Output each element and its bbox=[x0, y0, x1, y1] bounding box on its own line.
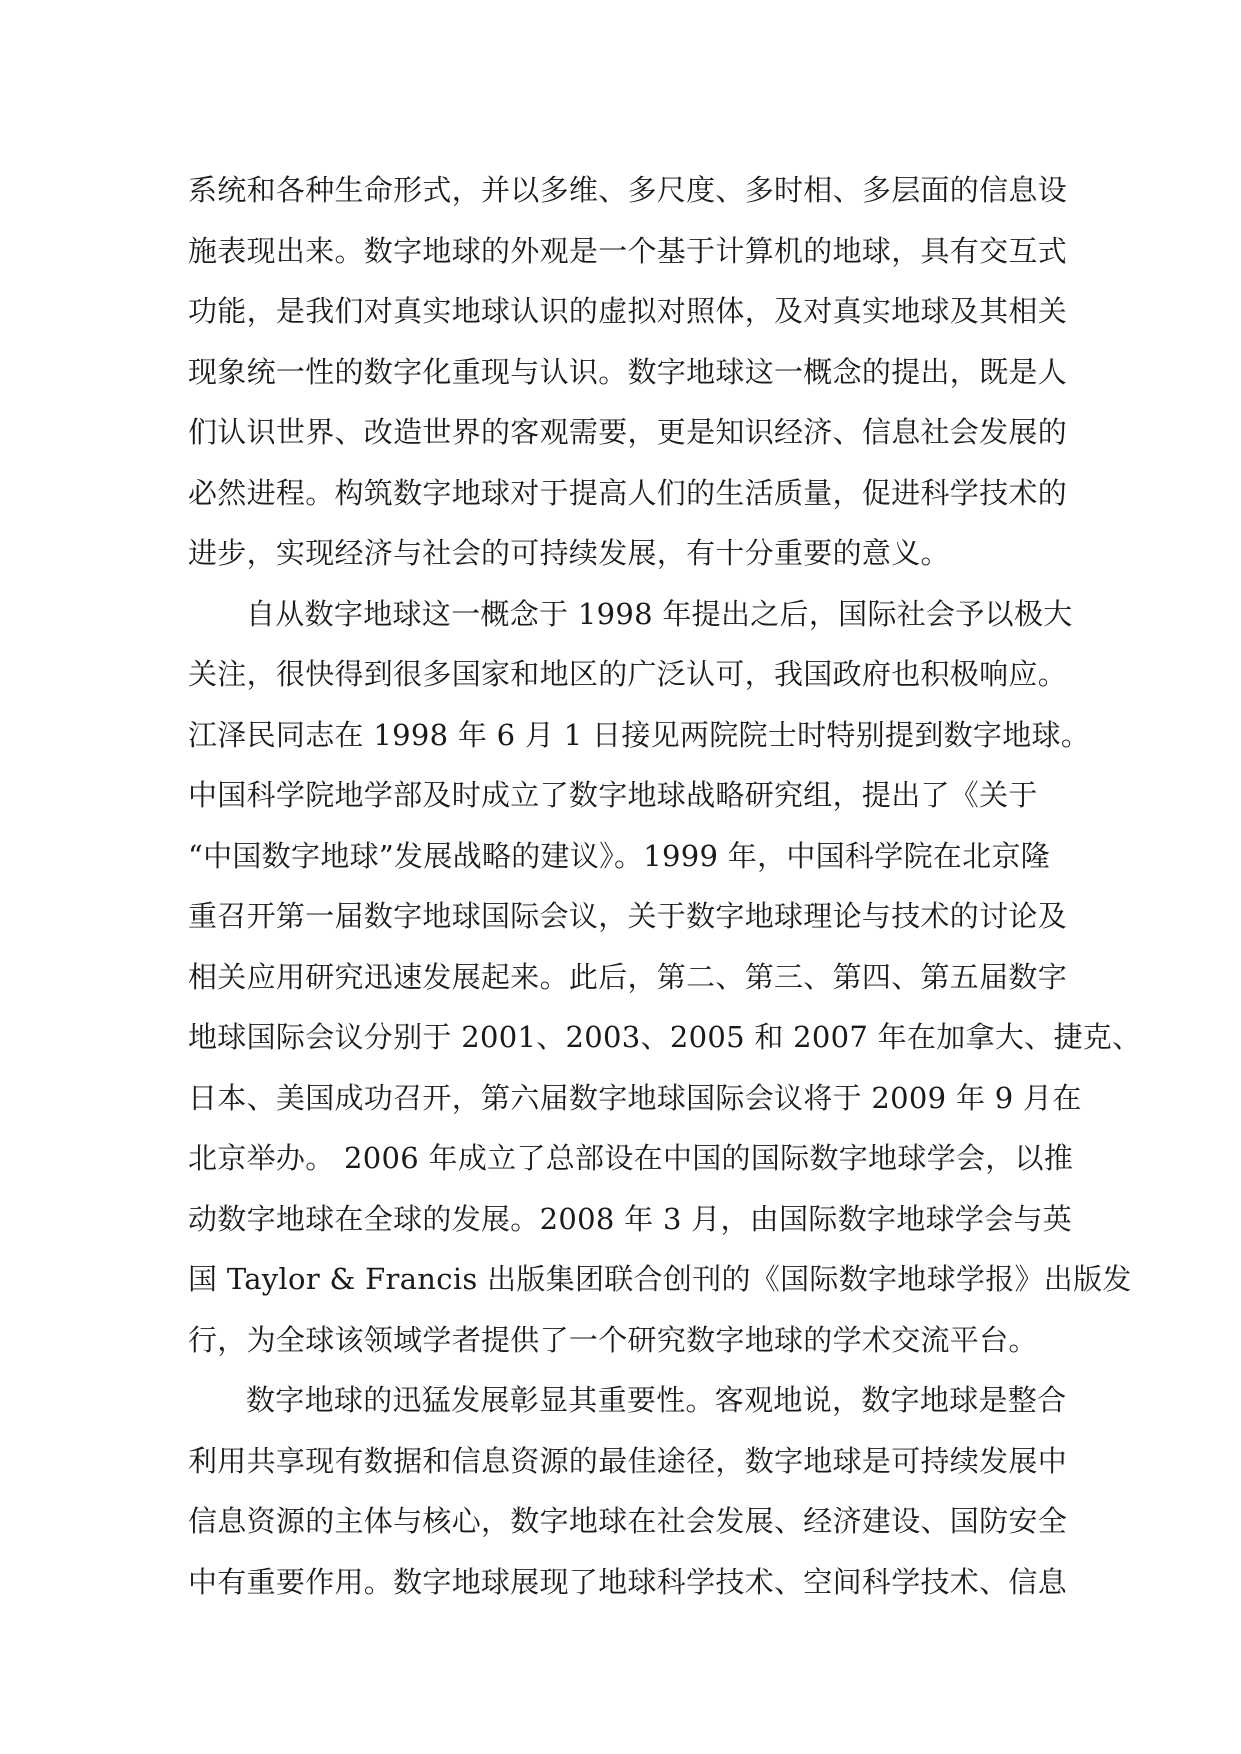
text-line: 中国科学院地学部及时成立了数字地球战略研究组，提出了《关于 bbox=[188, 778, 1038, 812]
text-line: 北京举办。 2006 年成立了总部设在中国的国际数字地球学会，以推 bbox=[188, 1141, 1074, 1175]
text-line: 国 Taylor & Francis 出版集团联合创刊的《国际数字地球学报》出版发 bbox=[188, 1262, 1132, 1296]
text-line: 相关应用研究迅速发展起来。此后，第二、第三、第四、第五届数字 bbox=[188, 959, 1068, 994]
text-line: 利用共享现有数据和信息资源的最佳途径，数字地球是可持续发展中 bbox=[188, 1443, 1068, 1478]
paragraph-start-line: 自从数字地球这一概念于 1998 年提出之后，国际社会予以极大 bbox=[246, 596, 1073, 631]
text-line: 行，为全球该领域学者提供了一个研究数字地球的学术交流平台。 bbox=[188, 1322, 1038, 1357]
text-line: 江泽民同志在 1998 年 6 月 1 日接见两院院士时特别提到数字地球。 bbox=[188, 717, 1091, 752]
text-line: 系统和各种生命形式，并以多维、多尺度、多时相、多层面的信息设 bbox=[188, 173, 1068, 207]
text-line: 进步，实现经济与社会的可持续发展，有十分重要的意义。 bbox=[188, 536, 950, 570]
text-line: 日本、美国成功召开，第六届数字地球国际会议将于 2009 年 9 月在 bbox=[188, 1080, 1082, 1115]
text-line: 动数字地球在全球的发展。2008 年 3 月，由国际数字地球学会与英 bbox=[188, 1201, 1073, 1236]
text-line: 施表现出来。数字地球的外观是一个基于计算机的地球，具有交互式 bbox=[188, 233, 1068, 268]
text-line: 必然进程。构筑数字地球对于提高人们的生活质量，促进科学技术的 bbox=[188, 475, 1068, 510]
text-line: 现象统一性的数字化重现与认识。数字地球这一概念的提出，既是人 bbox=[188, 354, 1068, 389]
text-line: 们认识世界、改造世界的客观需要，更是知识经济、信息社会发展的 bbox=[188, 415, 1068, 449]
text-line: 地球国际会议分别于 2001、2003、2005 和 2007 年在加拿大、捷克、 bbox=[188, 1020, 1142, 1054]
paragraph-start-line: 数字地球的迅猛发展彰显其重要性。客观地说，数字地球是整合 bbox=[246, 1383, 1067, 1417]
text-line: 关注，很快得到很多国家和地区的广泛认可，我国政府也积极响应。 bbox=[188, 657, 1068, 691]
text-line: 中有重要作用。数字地球展现了地球科学技术、空间科学技术、信息 bbox=[188, 1564, 1068, 1599]
text-line: 信息资源的主体与核心，数字地球在社会发展、经济建设、国防安全 bbox=[188, 1504, 1068, 1538]
text-line: 功能，是我们对真实地球认识的虚拟对照体，及对真实地球及其相关 bbox=[188, 294, 1068, 328]
text-line: 重召开第一届数字地球国际会议，关于数字地球理论与技术的讨论及 bbox=[188, 899, 1068, 933]
text-line: “中国数字地球”发展战略的建议》。1999 年，中国科学院在北京隆 bbox=[188, 838, 1051, 873]
body-text bbox=[188, 160, 1142, 1612]
